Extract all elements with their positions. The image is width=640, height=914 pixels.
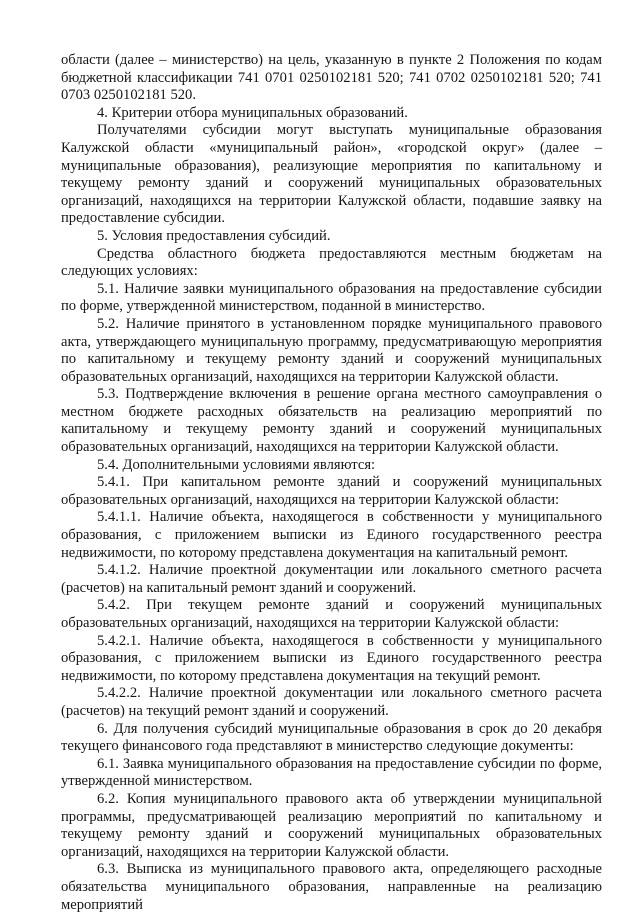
clause-5-1: 5.1. Наличие заявки муниципального образования на предоставление субсидии по форме, утвержденной министерством, поданной в министерство. (61, 280, 602, 315)
clause-5-4-1-1: 5.4.1.1. Наличие объекта, находящегося в собственности у муниципального образования, с приложением выписки из Единого государственного реестра недвижимости, по которому представлена документация на капитальный ремонт. (61, 509, 602, 561)
clause-5-4-1-2: 5.4.1.2. Наличие проектной документации или локального сметного расчета (расчетов) на капитальный ремонт зданий и сооружений. (61, 562, 602, 596)
heading-selection-criteria: 4. Критерии отбора муниципальных образований. (97, 104, 408, 121)
clause-5-4-2: 5.4.2. При текущем ремонте зданий и сооружений муниципальных образовательных организаций, находящихся на территории Калужской области: (61, 597, 602, 631)
heading-subsidy-conditions: 5. Условия предоставления субсидий. (97, 227, 331, 244)
clause-5-3: 5.3. Подтверждение включения в решение органа местного самоуправления о местном бюджете расходных обязательств на реализацию мероприятий по капитальному и текущему ремонту зданий и сооружений муниципальных образовательных организаций, находящихся на территории Калужской области. (61, 386, 602, 456)
clause-5-4: 5.4. Дополнительными условиями являются: (97, 456, 376, 473)
clause-6-1: 6.1. Заявка муниципального образования на предоставление субсидии по форме, утвержденной министерством. (61, 755, 602, 790)
paragraph-budget-codes: области (далее – министерство) на цель, указанную в пункте 2 Положения по кодам бюджетной классификации 741 0701 0250102181 520; 741 0702 0250102181 520; 741 0703 0250102181 520. (61, 52, 602, 104)
clause-6: 6. Для получения субсидий муниципальные образования в срок до 20 декабря текущего финансового года представляют в министерство следующие документы: (61, 720, 602, 755)
clause-5-4-2-2: 5.4.2.2. Наличие проектной документации или локального сметного расчета (расчетов) на текущий ремонт зданий и сооружений. (61, 685, 602, 719)
paragraph-subsidy-recipients: Получателями субсидии могут выступать муниципальные образования Калужской области «муниципальный район», «городской округ» (далее – муниципальные образования), реализующие мероприятия по капитальному и текущему ремонту зданий и сооружений муниципальных образовательных организаций, находящихся на территории Калужской области, подавшие заявку на предоставление субсидии. (61, 122, 602, 227)
document-body (61, 52, 602, 914)
clause-5-2: 5.2. Наличие принятого в установленном порядке муниципального правового акта, утверждающего муниципальную программу, предусматривающую мероприятия по капитальному и текущему ремонту зданий и сооружений муниципальных образовательных организаций, находящихся на территории Калужской области. (61, 315, 602, 385)
clause-5-4-1: 5.4.1. При капитальном ремонте зданий и сооружений муниципальных образовательных организаций, находящихся на территории Калужской области: (61, 474, 602, 508)
clause-5-4-2-1: 5.4.2.1. Наличие объекта, находящегося в собственности у муниципального образования, с приложением выписки из Единого государственного реестра недвижимости, по которому представлена документация на текущий ремонт. (61, 632, 602, 684)
paragraph-conditions-intro: Средства областного бюджета предоставляются местным бюджетам на следующих условиях: (61, 245, 602, 280)
clause-6-2: 6.2. Копия муниципального правового акта об утверждении муниципальной программы, предусматривающей реализацию мероприятий по капитальному и текущему ремонту зданий и сооружений муниципальных образовательных организаций, находящихся на территории Калужской области. (61, 790, 602, 860)
clause-6-3: 6.3. Выписка из муниципального правового акта, определяющего расходные обязательства муниципального образования, направленные на реализацию мероприятий (61, 861, 602, 913)
